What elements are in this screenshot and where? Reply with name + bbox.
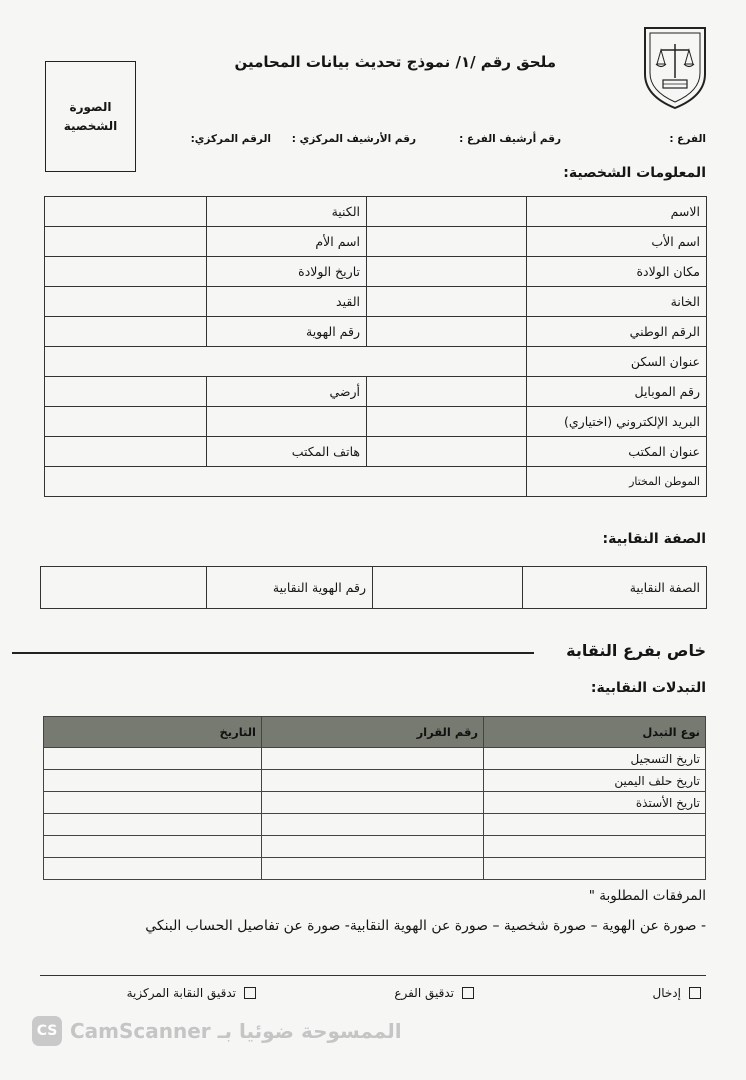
checkbox-square-icon[interactable] (462, 987, 474, 999)
label-cell: الصفة النقابية (523, 567, 707, 609)
branch-section-heading: خاص بفرع النقابة (566, 641, 706, 660)
input-cell[interactable] (367, 317, 527, 347)
checkbox-square-icon[interactable] (689, 987, 701, 999)
input-cell[interactable] (45, 467, 527, 497)
column-header-date: التاريخ (44, 717, 262, 748)
branch-check-checkbox[interactable] (394, 986, 474, 1000)
label-cell: القيد (207, 287, 367, 317)
label-cell: اسم الأب (527, 227, 707, 257)
input-cell[interactable] (44, 858, 262, 880)
central-check-label: تدقيق النقابة المركزية (126, 986, 236, 1000)
watermark-text: CamScanner الممسوحة ضوئيا بـ (70, 1019, 402, 1043)
input-cell[interactable] (44, 836, 262, 858)
label-cell: أرضي (207, 377, 367, 407)
entry-checkbox[interactable] (653, 986, 701, 1000)
label-cell: البريد الإلكتروني (اختياري) (527, 407, 707, 437)
row-label (484, 836, 706, 858)
input-cell[interactable] (262, 858, 484, 880)
input-cell[interactable] (262, 770, 484, 792)
central-number-label: الرقم المركزي: (190, 133, 271, 145)
entry-label: إدخال (652, 986, 681, 1000)
table-row (45, 197, 707, 227)
photo-label-line2: الشخصية (63, 118, 118, 133)
attachments-text: - صورة عن الهوية – صورة شخصية – صورة عن الهوية النقابية- صورة عن تفاصيل الحساب البنكي (145, 918, 706, 934)
photo-box (45, 61, 136, 172)
input-cell[interactable] (367, 197, 527, 227)
table-row (44, 858, 706, 880)
table-row (45, 437, 707, 467)
table-row (45, 467, 707, 497)
form-title: ملحق رقم /١/ نموذج تحديث بيانات المحامين (234, 53, 556, 71)
input-cell[interactable] (262, 792, 484, 814)
table-row (41, 567, 707, 609)
section-divider (12, 652, 534, 654)
input-cell[interactable] (367, 407, 527, 437)
table-row (45, 227, 707, 257)
personal-info-heading: المعلومات الشخصية: (563, 165, 706, 181)
table-row (44, 814, 706, 836)
central-archive-label: رقم الأرشيف المركزي : (291, 133, 416, 145)
input-cell[interactable] (44, 814, 262, 836)
camscanner-watermark (32, 1016, 402, 1046)
column-header-decision-number: رقم القرار (262, 717, 484, 748)
row-label: تاريخ التسجيل (484, 748, 706, 770)
input-cell[interactable] (367, 227, 527, 257)
table-row (44, 792, 706, 814)
table-row (45, 347, 707, 377)
input-cell[interactable] (45, 317, 207, 347)
branch-archive-label: رقم أرشيف الفرع : (459, 133, 561, 145)
input-cell[interactable] (373, 567, 523, 609)
table-header-row (44, 717, 706, 748)
branch-label: الفرع : (669, 133, 706, 145)
camscanner-logo-icon: CS (32, 1016, 62, 1046)
input-cell[interactable] (44, 770, 262, 792)
input-cell[interactable] (262, 814, 484, 836)
row-label: تاريخ حلف اليمين (484, 770, 706, 792)
label-cell: الكنية (207, 197, 367, 227)
table-row (45, 257, 707, 287)
input-cell[interactable] (45, 197, 207, 227)
label-cell: عنوان السكن (527, 347, 707, 377)
input-cell[interactable] (45, 257, 207, 287)
input-cell[interactable] (45, 287, 207, 317)
label-cell: اسم الأم (207, 227, 367, 257)
transfers-heading: التبدلات النقابية: (590, 680, 706, 696)
label-cell: تاريخ الولادة (207, 257, 367, 287)
label-cell (207, 407, 367, 437)
label-cell: رقم الهوية (207, 317, 367, 347)
label-cell: عنوان المكتب (527, 437, 707, 467)
column-header-change-type: نوع التبدل (484, 717, 706, 748)
input-cell[interactable] (45, 227, 207, 257)
row-label (484, 858, 706, 880)
table-row (45, 287, 707, 317)
photo-label-line1: الصورة (69, 99, 112, 114)
central-check-checkbox[interactable] (127, 986, 256, 1000)
transfers-table (43, 716, 706, 880)
input-cell[interactable] (45, 347, 527, 377)
input-cell[interactable] (41, 567, 207, 609)
row-label (484, 814, 706, 836)
row-label: تاريخ الأستذة (484, 792, 706, 814)
label-cell: الخانة (527, 287, 707, 317)
input-cell[interactable] (367, 287, 527, 317)
table-row (44, 748, 706, 770)
table-row (45, 407, 707, 437)
personal-info-table (44, 196, 707, 497)
label-cell: رقم الهوية النقابية (207, 567, 373, 609)
footer-divider (40, 975, 706, 976)
input-cell[interactable] (44, 748, 262, 770)
attachments-heading: المرفقات المطلوبة " (588, 888, 706, 904)
bar-association-logo (639, 22, 711, 112)
union-status-heading: الصفة النقابية: (602, 531, 706, 547)
label-cell: الرقم الوطني (527, 317, 707, 347)
input-cell[interactable] (367, 377, 527, 407)
input-cell[interactable] (262, 748, 484, 770)
input-cell[interactable] (45, 437, 207, 467)
input-cell[interactable] (367, 257, 527, 287)
table-row (44, 836, 706, 858)
label-cell: هاتف المكتب (207, 437, 367, 467)
input-cell[interactable] (45, 407, 207, 437)
input-cell[interactable] (44, 792, 262, 814)
table-row (44, 770, 706, 792)
label-cell: الاسم (527, 197, 707, 227)
label-cell: الموطن المختار (527, 467, 707, 497)
label-cell: رقم الموبايل (527, 377, 707, 407)
checkbox-square-icon[interactable] (244, 987, 256, 999)
table-row (45, 317, 707, 347)
input-cell[interactable] (367, 437, 527, 467)
union-status-table (40, 566, 707, 609)
input-cell[interactable] (262, 836, 484, 858)
branch-check-label: تدقيق الفرع (394, 986, 454, 1000)
table-row (45, 377, 707, 407)
label-cell: مكان الولادة (527, 257, 707, 287)
input-cell[interactable] (45, 377, 207, 407)
